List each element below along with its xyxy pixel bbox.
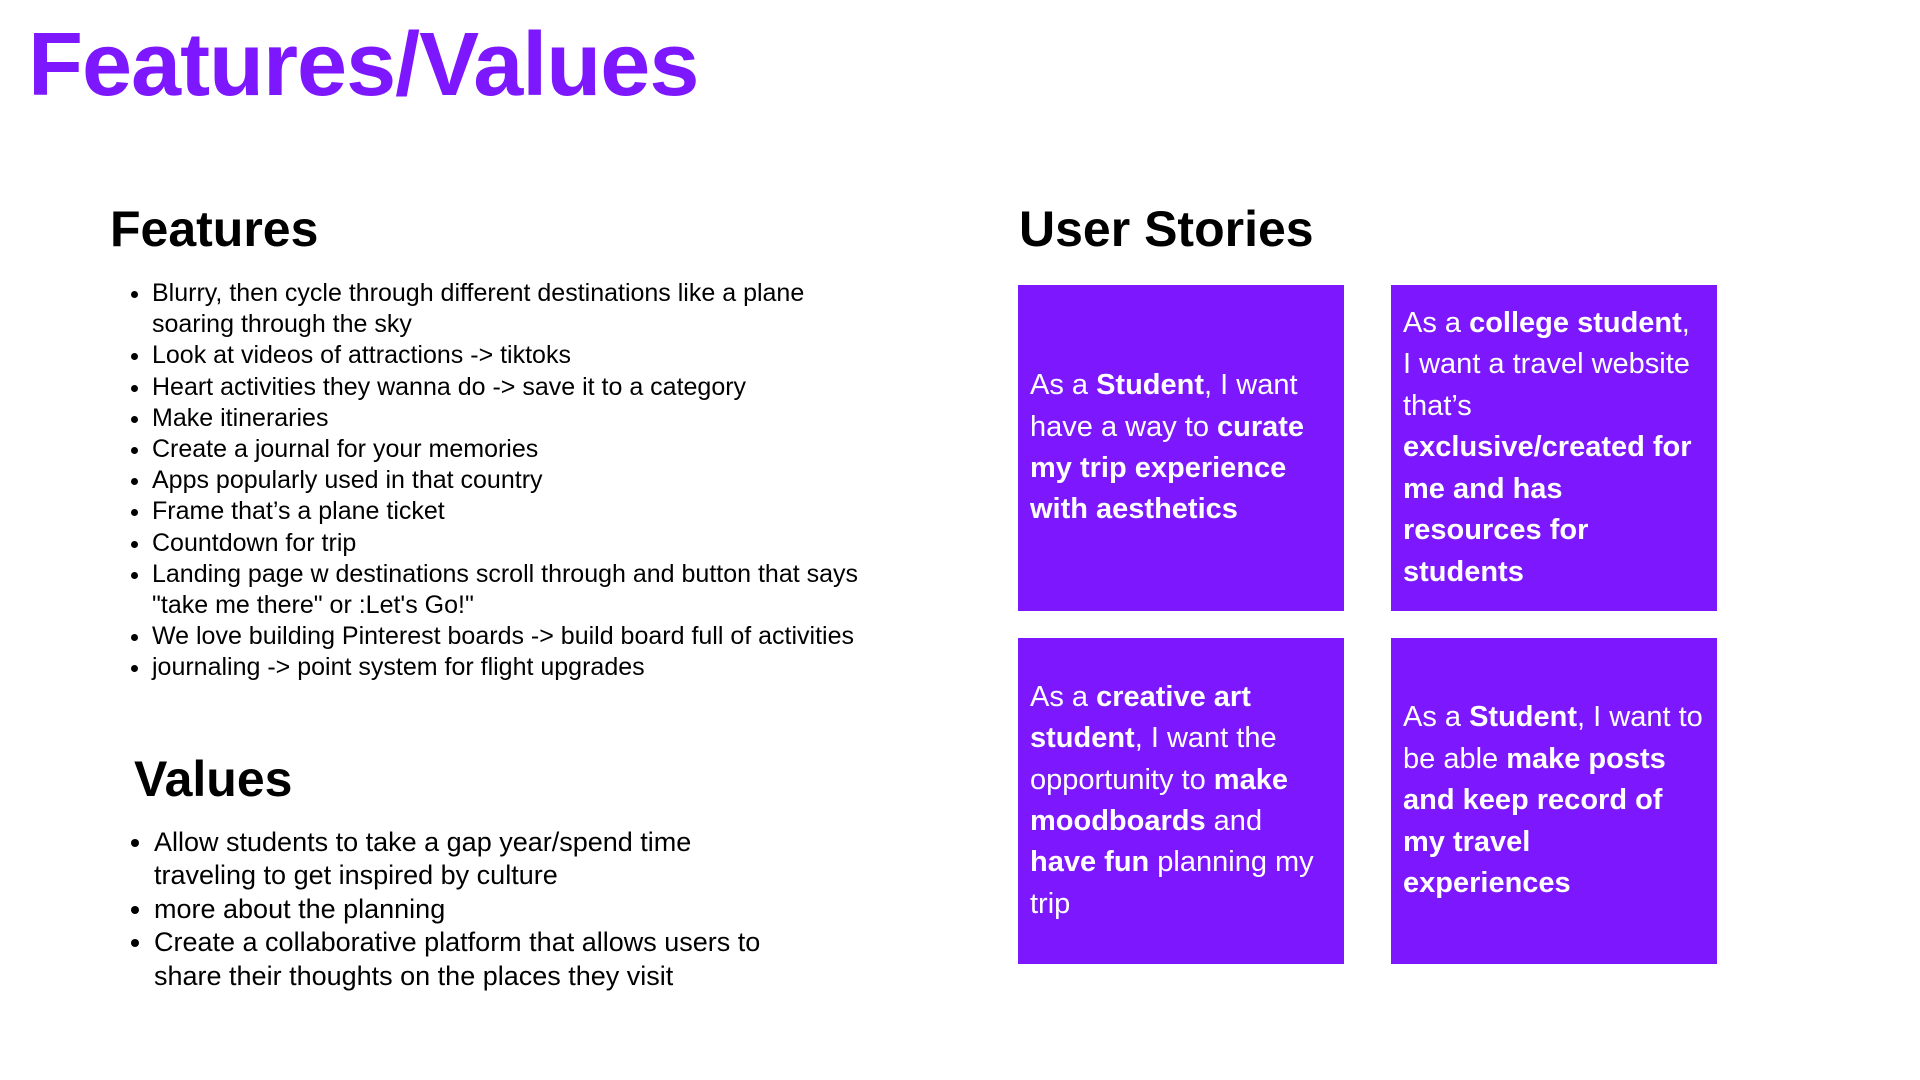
story-text-part: , I want the opportunity to	[1030, 722, 1277, 796]
feature-item: • Landing page w destinations scroll through and button that says "take me there" or :Let's Go!"	[152, 559, 862, 621]
value-item: • Create a collaborative platform that allows users to share their thoughts on the places they visit	[154, 926, 774, 993]
story-goal: exclusive/created for me and has resources for students	[1403, 431, 1692, 588]
user-story-text	[1030, 365, 1332, 531]
story-text-part: As a	[1403, 307, 1470, 340]
features-list	[110, 278, 862, 684]
story-goal: have fun	[1030, 846, 1150, 879]
feature-item: • journaling -> point system for flight upgrades	[152, 652, 862, 683]
story-role: creative art student	[1030, 680, 1251, 755]
story-role: college student	[1469, 307, 1682, 340]
story-role: Student	[1469, 701, 1578, 734]
values-heading: Values	[134, 751, 293, 807]
story-goal: make moodboards	[1030, 763, 1288, 837]
story-text-part: As a	[1403, 701, 1470, 734]
story-text-part: As a	[1030, 369, 1097, 402]
story-text-part: , I want to be able	[1403, 701, 1703, 775]
user-story-text	[1403, 697, 1705, 904]
story-text-part: As a	[1030, 680, 1097, 713]
feature-item: • Create a journal for your memories	[152, 434, 862, 465]
feature-item: • Frame that’s a plane ticket	[152, 496, 862, 527]
user-story-card	[1018, 285, 1344, 611]
user-story-text	[1030, 677, 1332, 925]
feature-item: • We love building Pinterest boards -> build board full of activities	[152, 621, 862, 652]
feature-item: • Make itineraries	[152, 403, 862, 434]
value-item: • more about the planning	[154, 893, 774, 926]
feature-item: • Countdown for trip	[152, 528, 862, 559]
value-item: • Allow students to take a gap year/spend time traveling to get inspired by culture	[154, 826, 774, 893]
story-role: Student	[1096, 369, 1205, 402]
feature-item: • Blurry, then cycle through different destinations like a plane soaring through the sky	[152, 278, 862, 340]
story-goal: curate my trip experience with aesthetics	[1030, 410, 1305, 526]
user-story-card	[1391, 638, 1717, 964]
feature-item: • Look at videos of attractions -> tiktoks	[152, 340, 862, 371]
user-story-card	[1391, 285, 1717, 611]
user-stories-heading: User Stories	[1019, 201, 1314, 257]
story-text-part: , I want a travel website that’s	[1403, 307, 1690, 422]
feature-item: • Apps popularly used in that country	[152, 465, 862, 496]
page-title: Features/Values	[28, 15, 699, 115]
story-text-part: and	[1205, 805, 1263, 837]
features-heading: Features	[110, 201, 319, 257]
story-text-part: , I want have a way to	[1030, 369, 1298, 443]
feature-item: • Heart activities they wanna do -> save it to a category	[152, 372, 862, 403]
story-text-part: planning my trip	[1030, 846, 1314, 920]
user-story-text	[1403, 303, 1705, 593]
user-story-card	[1018, 638, 1344, 964]
story-goal: make posts and keep record of my travel experiences	[1403, 742, 1666, 900]
values-list	[112, 826, 774, 993]
